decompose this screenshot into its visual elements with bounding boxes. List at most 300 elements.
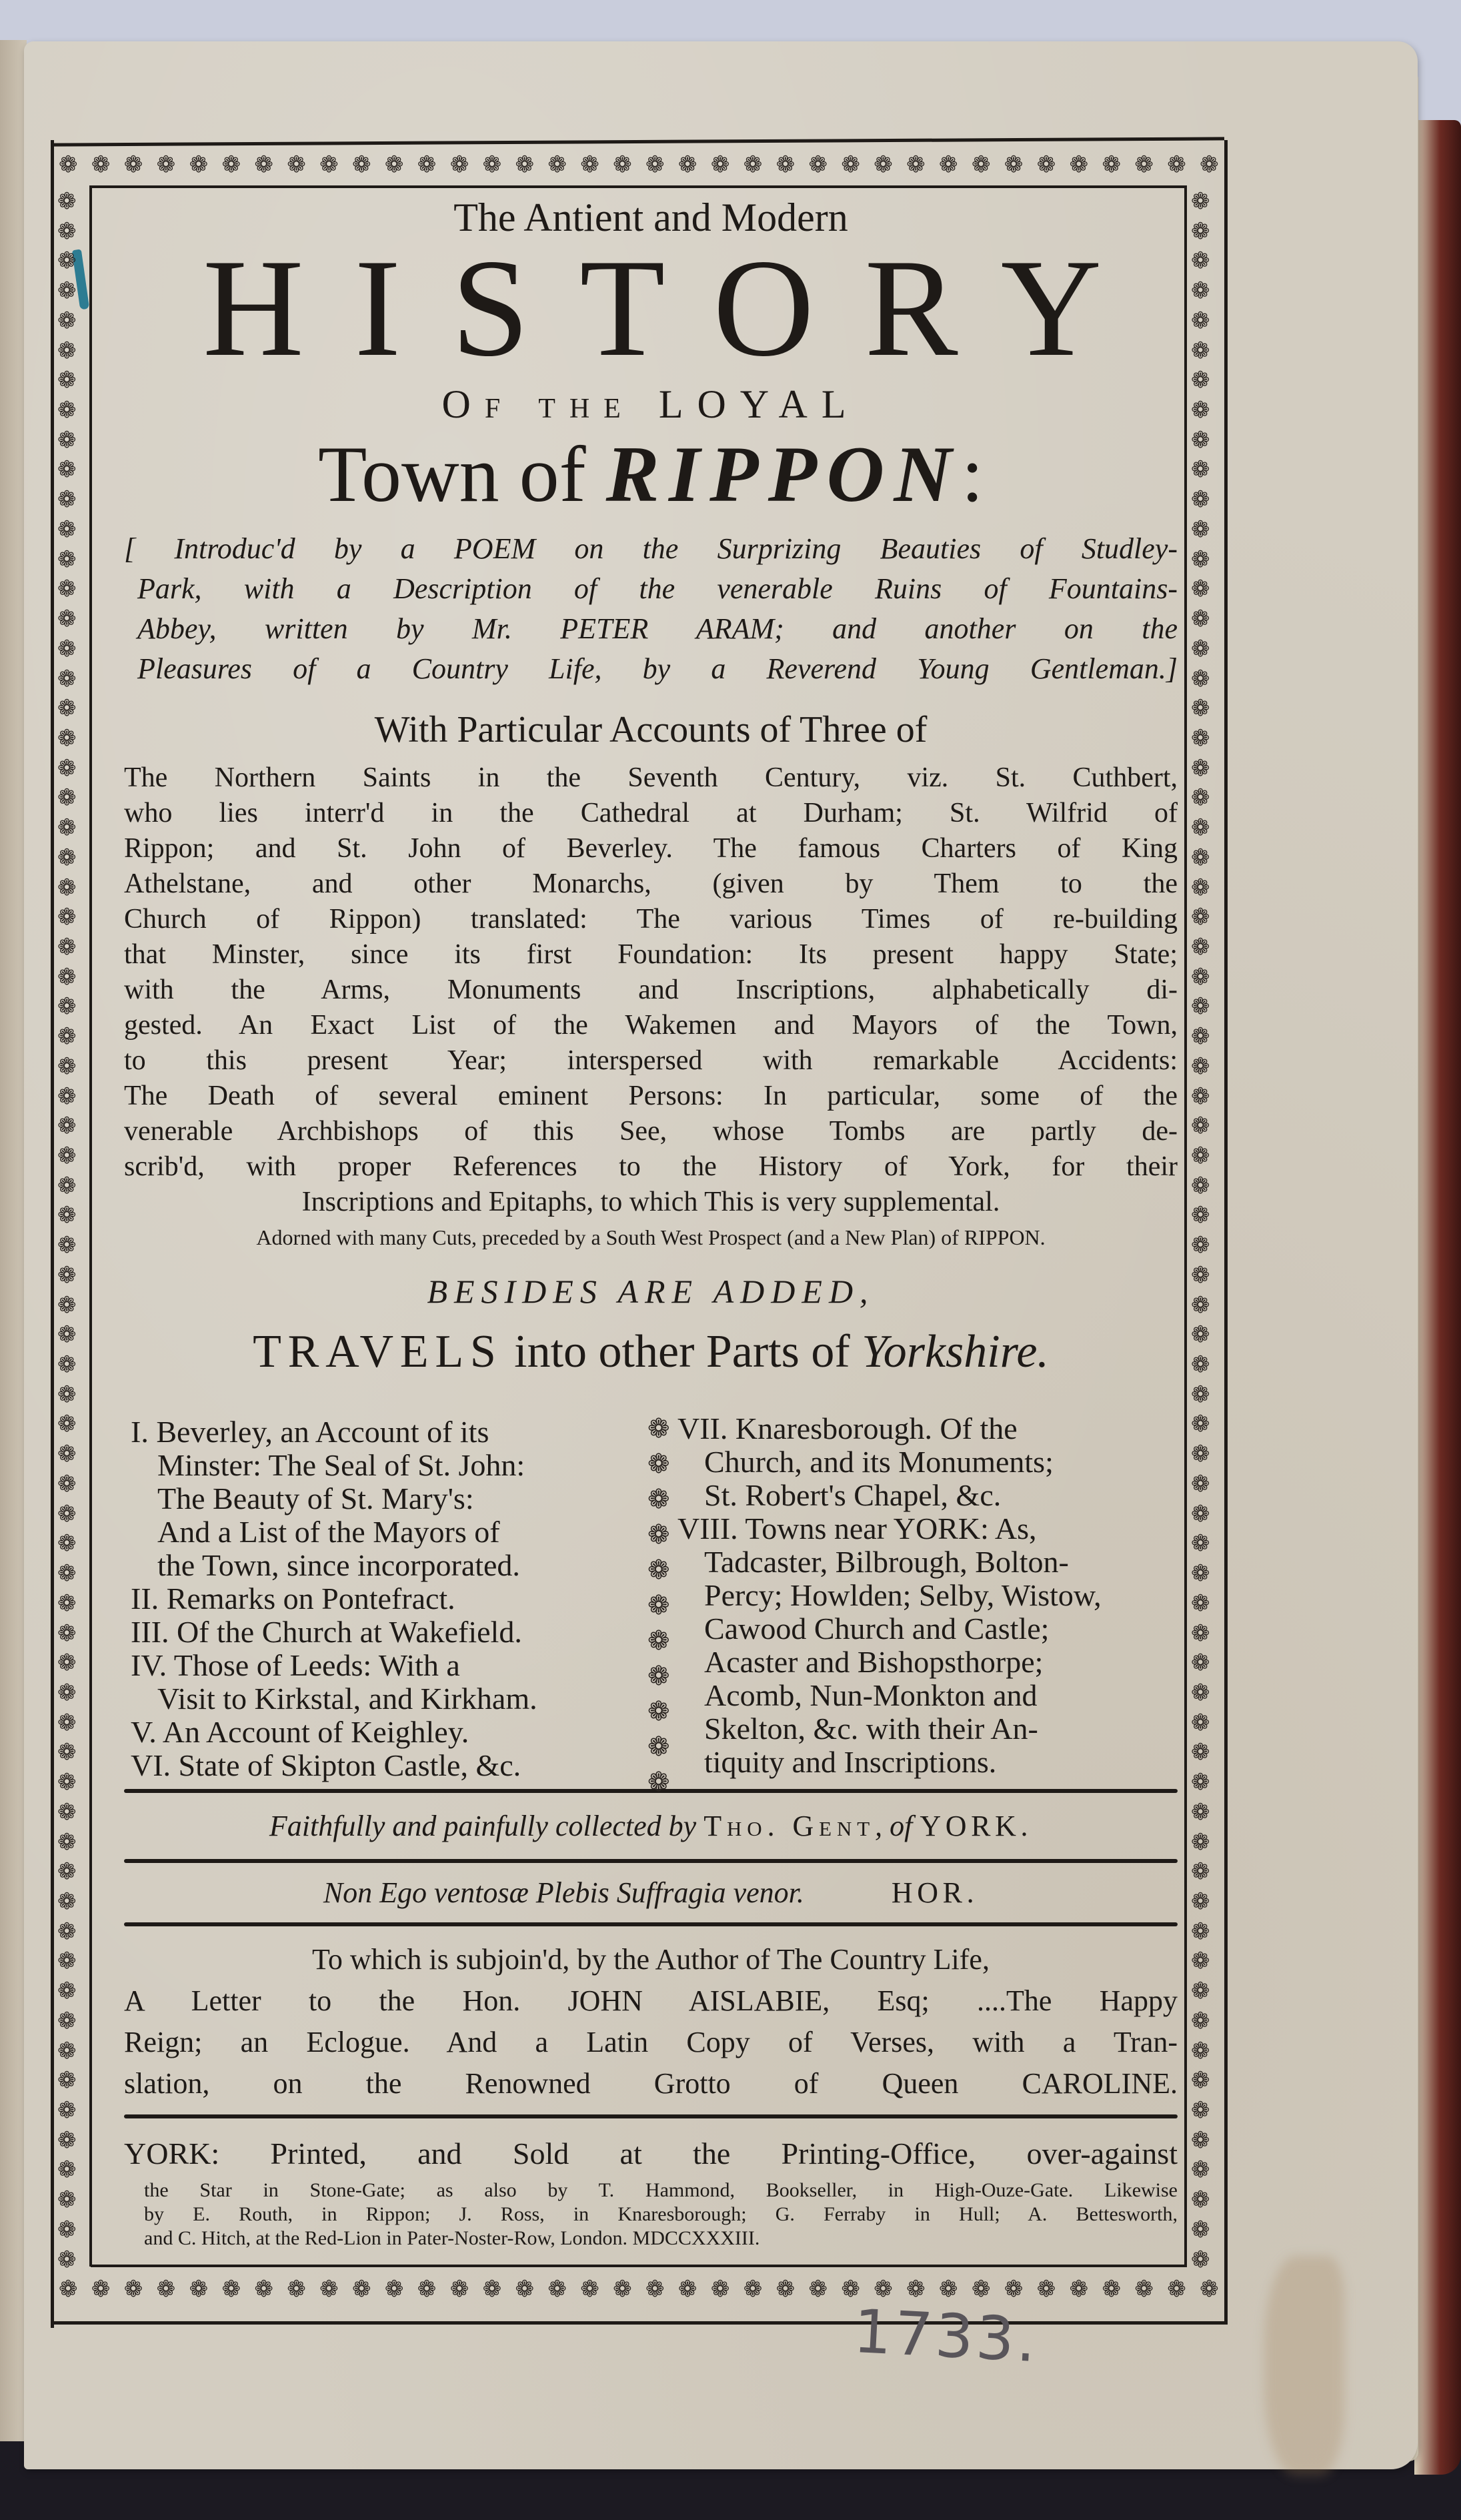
ornament-row-bottom bbox=[59, 2278, 1219, 2301]
flower-ornament-icon: ❁ bbox=[1191, 1261, 1210, 1289]
flower-ornament-icon: ❁ bbox=[1191, 1441, 1210, 1468]
flower-ornament-icon: ❁ bbox=[906, 2276, 926, 2303]
subjoined-line: slation, on the Renowned Grotto of Queen CAROLINE. bbox=[124, 2067, 1178, 2100]
border-inner-left-rule bbox=[89, 185, 92, 2267]
flower-ornament-icon: ❁ bbox=[1191, 2007, 1210, 2034]
flower-ornament-icon: ❁ bbox=[1004, 151, 1024, 178]
travels-item-line: II. Remarks on Pontefract. bbox=[131, 1582, 455, 1616]
flower-ornament-icon: ❁ bbox=[1191, 695, 1210, 722]
flower-ornament-icon: ❁ bbox=[1191, 1202, 1210, 1229]
flower-ornament-icon: ❁ bbox=[1102, 2276, 1121, 2303]
travels-line bbox=[124, 1325, 1178, 1379]
flower-ornament-icon: ❁ bbox=[57, 367, 77, 394]
flower-ornament-icon: ❁ bbox=[221, 2276, 241, 2303]
flower-ornament-icon: ❁ bbox=[449, 151, 469, 178]
flower-ornament-icon: ❁ bbox=[515, 2276, 534, 2303]
flower-ornament-icon: ❁ bbox=[417, 2276, 437, 2303]
flower-ornament-icon: ❁ bbox=[1191, 1590, 1210, 1617]
flower-ornament-icon: ❁ bbox=[57, 217, 77, 245]
introduction-line-4: Pleasures of a Country Life, by a Reverend Young Gentleman.] bbox=[137, 652, 1178, 685]
travels-item-line: VII. Knaresborough. Of the bbox=[677, 1411, 1018, 1445]
flower-ornament-icon: ❁ bbox=[1191, 933, 1210, 961]
flower-ornament-icon: ❁ bbox=[1191, 1769, 1210, 1796]
flower-ornament-icon: ❁ bbox=[939, 2276, 958, 2303]
flower-ornament-icon: ❁ bbox=[57, 1411, 77, 1438]
flower-ornament-icon: ❁ bbox=[352, 2276, 371, 2303]
flower-ornament-icon: ❁ bbox=[57, 1202, 77, 1229]
rule-divider bbox=[124, 1922, 1178, 1926]
flower-ornament-icon: ❁ bbox=[1191, 874, 1210, 901]
travels-rest: into other Parts of bbox=[502, 1326, 862, 1377]
flower-ornament-icon: ❁ bbox=[841, 2276, 860, 2303]
flower-ornament-icon: ❁ bbox=[156, 2276, 176, 2303]
border-outer-left-rule bbox=[51, 140, 54, 2328]
travels-yorkshire: Yorkshire. bbox=[862, 1326, 1049, 1377]
flower-ornament-icon: ❁ bbox=[57, 1918, 77, 1945]
flower-ornament-icon: ❁ bbox=[57, 1590, 77, 1617]
flower-ornament-icon: ❁ bbox=[287, 151, 306, 178]
flower-ornament-icon: ❁ bbox=[57, 1113, 77, 1140]
flower-ornament-icon: ❁ bbox=[352, 151, 371, 178]
flower-ornament-icon: ❁ bbox=[677, 2276, 697, 2303]
flower-ornament-icon: ❁ bbox=[710, 2276, 730, 2303]
flower-ornament-icon: ❁ bbox=[57, 1560, 77, 1588]
flower-ornament-icon: ❁ bbox=[57, 1709, 77, 1736]
flower-ornament-icon: ❁ bbox=[91, 151, 111, 178]
flower-ornament-icon: ❁ bbox=[57, 2067, 77, 2094]
border-outer-top-rule bbox=[51, 137, 1224, 146]
flower-ornament-icon: ❁ bbox=[1191, 963, 1210, 991]
flower-ornament-icon: ❁ bbox=[1191, 1470, 1210, 1497]
town-line bbox=[124, 428, 1178, 520]
flower-ornament-icon: ❁ bbox=[57, 1053, 77, 1080]
flower-ornament-icon: ❁ bbox=[57, 635, 77, 662]
flower-ornament-icon: ❁ bbox=[1191, 247, 1210, 275]
travels-item-line: St. Robert's Chapel, &c. bbox=[704, 1478, 1002, 1512]
flower-ornament-icon: ❁ bbox=[1191, 1858, 1210, 1886]
accounts-line: to this present Year; interspersed with remarkable Accidents: bbox=[124, 1045, 1178, 1076]
flower-ornament-icon: ❁ bbox=[1191, 724, 1210, 752]
flower-ornament-icon: ❁ bbox=[613, 2276, 632, 2303]
flower-ornament-icon: ❁ bbox=[57, 754, 77, 782]
flower-ornament-icon: ❁ bbox=[1191, 1023, 1210, 1051]
besides-heading: BESIDES ARE ADDED, bbox=[427, 1273, 875, 1310]
flower-ornament-icon: ❁ bbox=[254, 2276, 273, 2303]
flower-ornament-icon: ❁ bbox=[1069, 2276, 1089, 2303]
flower-ornament-icon: ❁ bbox=[1167, 151, 1186, 178]
flower-ornament-icon: ❁ bbox=[647, 1626, 670, 1656]
travels-item-line: Tadcaster, Bilbrough, Bolton- bbox=[704, 1545, 1069, 1579]
flower-ornament-icon: ❁ bbox=[580, 2276, 599, 2303]
flower-ornament-icon: ❁ bbox=[57, 1291, 77, 1319]
collector-name: Tho. Gent bbox=[703, 1810, 876, 1842]
flower-ornament-icon: ❁ bbox=[547, 2276, 567, 2303]
handwritten-date: 1733. bbox=[852, 2296, 1041, 2377]
flower-ornament-icon: ❁ bbox=[57, 963, 77, 991]
accounts-heading: With Particular Accounts of Three of bbox=[374, 709, 928, 750]
flower-ornament-icon: ❁ bbox=[57, 2246, 77, 2273]
flower-ornament-icon: ❁ bbox=[57, 2156, 77, 2184]
flower-ornament-icon: ❁ bbox=[57, 1321, 77, 1349]
travels-item-line: Minster: The Seal of St. John: bbox=[157, 1448, 525, 1482]
flower-ornament-icon: ❁ bbox=[1191, 814, 1210, 842]
accounts-line: who lies interr'd in the Cathedral at Durham; St. Wilfrid of bbox=[124, 798, 1178, 828]
subjoined-line: A Letter to the Hon. JOHN AISLABIE, Esq; ....The Happy bbox=[124, 1984, 1178, 2017]
flower-ornament-icon: ❁ bbox=[1191, 1888, 1210, 1915]
accounts-line: The Northern Saints in the Seventh Century, viz. St. Cuthbert, bbox=[124, 762, 1178, 793]
flower-ornament-icon: ❁ bbox=[57, 456, 77, 484]
travels-item-line: Acomb, Nun-Monkton and bbox=[704, 1678, 1038, 1712]
flower-ornament-icon: ❁ bbox=[1191, 1620, 1210, 1647]
flower-ornament-icon: ❁ bbox=[1191, 2246, 1210, 2273]
flower-ornament-icon: ❁ bbox=[647, 1413, 670, 1444]
travels-item-line: V. An Account of Keighley. bbox=[131, 1715, 469, 1749]
ornament-column-right bbox=[1191, 190, 1210, 2271]
accounts-line: Rippon; and St. John of Beverley. The famous Charters of King bbox=[124, 833, 1178, 864]
flower-ornament-icon: ❁ bbox=[1191, 1351, 1210, 1379]
flower-ornament-icon: ❁ bbox=[57, 2097, 77, 2124]
travels-item-line: Percy; Howlden; Selby, Wistow, bbox=[704, 1578, 1102, 1612]
flower-ornament-icon: ❁ bbox=[57, 933, 77, 961]
flower-ornament-icon: ❁ bbox=[57, 516, 77, 543]
imprint-line: the Star in Stone-Gate; as also by T. Hammond, Bookseller, in High-Ouze-Gate. Likewise bbox=[144, 2179, 1178, 2201]
imprint-line: YORK: Printed, and Sold at the Printing-Office, over-against bbox=[124, 2136, 1178, 2170]
ornament-column-left bbox=[57, 190, 77, 2271]
accounts-line: Athelstane, and other Monarchs, (given by Them to the bbox=[124, 868, 1178, 899]
flower-ornament-icon: ❁ bbox=[971, 151, 991, 178]
flower-ornament-icon: ❁ bbox=[57, 1798, 77, 1826]
flower-ornament-icon: ❁ bbox=[1191, 2097, 1210, 2124]
flower-ornament-icon: ❁ bbox=[1191, 1291, 1210, 1319]
flower-ornament-icon: ❁ bbox=[1191, 635, 1210, 662]
accounts-line: that Minster, since its first Foundation: Its present happy State; bbox=[124, 939, 1178, 970]
flower-ornament-icon: ❁ bbox=[580, 151, 599, 178]
accounts-line: with the Arms, Monuments and Inscriptions, alphabetically di- bbox=[124, 975, 1178, 1005]
foxing-stain bbox=[1264, 2256, 1344, 2476]
collector-line bbox=[124, 1809, 1178, 1843]
travels-item-line: Acaster and Bishopsthorpe; bbox=[704, 1645, 1044, 1679]
flower-ornament-icon: ❁ bbox=[1036, 151, 1056, 178]
book-cover-edge bbox=[1414, 120, 1461, 2475]
motto-line bbox=[124, 1876, 1178, 1910]
flower-ornament-icon: ❁ bbox=[221, 151, 241, 178]
border-inner-right-rule bbox=[1184, 185, 1187, 2267]
flower-ornament-icon: ❁ bbox=[1191, 1500, 1210, 1527]
flower-ornament-icon: ❁ bbox=[1191, 546, 1210, 573]
flower-ornament-icon: ❁ bbox=[743, 2276, 763, 2303]
flower-ornament-icon: ❁ bbox=[57, 1828, 77, 1856]
flower-ornament-icon: ❁ bbox=[710, 151, 730, 178]
flower-ornament-icon: ❁ bbox=[1191, 1232, 1210, 1259]
flower-ornament-icon: ❁ bbox=[1191, 1650, 1210, 1677]
flower-ornament-icon: ❁ bbox=[57, 1858, 77, 1886]
flower-ornament-icon: ❁ bbox=[1191, 1321, 1210, 1349]
flower-ornament-icon: ❁ bbox=[1191, 1083, 1210, 1110]
previous-page-edge bbox=[0, 40, 27, 2441]
flower-ornament-icon: ❁ bbox=[57, 814, 77, 842]
flower-ornament-icon: ❁ bbox=[57, 1232, 77, 1259]
flower-ornament-icon: ❁ bbox=[647, 1767, 670, 1798]
flower-ornament-icon: ❁ bbox=[1191, 277, 1210, 305]
flower-ornament-icon: ❁ bbox=[57, 1739, 77, 1766]
flower-ornament-icon: ❁ bbox=[482, 151, 502, 178]
flower-ornament-icon: ❁ bbox=[57, 874, 77, 901]
flower-ornament-icon: ❁ bbox=[1191, 665, 1210, 692]
travels-item-line: VI. State of Skipton Castle, &c. bbox=[131, 1748, 521, 1782]
subjoined-line: Reign; an Eclogue. And a Latin Copy of Verses, with a Tran- bbox=[124, 2026, 1178, 2058]
flower-ornament-icon: ❁ bbox=[743, 151, 763, 178]
flower-ornament-icon: ❁ bbox=[1191, 307, 1210, 334]
ornament-row-top bbox=[59, 153, 1219, 176]
flower-ornament-icon: ❁ bbox=[57, 1948, 77, 1975]
flower-ornament-icon: ❁ bbox=[1069, 151, 1089, 178]
flower-ornament-icon: ❁ bbox=[1167, 2276, 1186, 2303]
flower-ornament-icon: ❁ bbox=[57, 546, 77, 573]
flower-ornament-icon: ❁ bbox=[647, 1732, 670, 1762]
flower-ornament-icon: ❁ bbox=[1191, 1530, 1210, 1557]
flower-ornament-icon: ❁ bbox=[57, 307, 77, 334]
flower-ornament-icon: ❁ bbox=[906, 151, 926, 178]
flower-ornament-icon: ❁ bbox=[1200, 2276, 1219, 2303]
flower-ornament-icon: ❁ bbox=[57, 1620, 77, 1647]
flower-ornament-icon: ❁ bbox=[1102, 151, 1121, 178]
flower-ornament-icon: ❁ bbox=[1200, 151, 1219, 178]
flower-ornament-icon: ❁ bbox=[1191, 1978, 1210, 2005]
flower-ornament-icon: ❁ bbox=[57, 1351, 77, 1379]
flower-ornament-icon: ❁ bbox=[57, 1143, 77, 1169]
flower-ornament-icon: ❁ bbox=[1191, 1918, 1210, 1945]
flower-ornament-icon: ❁ bbox=[57, 606, 77, 633]
travels-item-line: Church, and its Monuments; bbox=[704, 1445, 1054, 1479]
flower-ornament-icon: ❁ bbox=[1036, 2276, 1056, 2303]
flower-ornament-icon: ❁ bbox=[57, 1261, 77, 1289]
flower-ornament-icon: ❁ bbox=[1191, 1143, 1210, 1169]
accounts-line: gested. An Exact List of the Wakemen and Mayors of the Town, bbox=[124, 1010, 1178, 1041]
flower-ornament-icon: ❁ bbox=[57, 904, 77, 931]
flower-ornament-icon: ❁ bbox=[1191, 1172, 1210, 1199]
flower-ornament-icon: ❁ bbox=[515, 151, 534, 178]
motto-attribution: HOR. bbox=[891, 1876, 979, 1909]
flower-ornament-icon: ❁ bbox=[57, 1023, 77, 1051]
flower-ornament-icon: ❁ bbox=[1004, 2276, 1024, 2303]
travels-item-line: tiquity and Inscriptions. bbox=[704, 1745, 997, 1779]
flower-ornament-icon: ❁ bbox=[59, 2276, 78, 2303]
flower-ornament-icon: ❁ bbox=[1134, 151, 1154, 178]
flower-ornament-icon: ❁ bbox=[808, 2276, 828, 2303]
flower-ornament-icon: ❁ bbox=[645, 2276, 665, 2303]
flower-ornament-icon: ❁ bbox=[57, 277, 77, 305]
flower-ornament-icon: ❁ bbox=[647, 1696, 670, 1727]
flower-ornament-icon: ❁ bbox=[57, 844, 77, 871]
flower-ornament-icon: ❁ bbox=[1191, 1053, 1210, 1080]
border-outer-bottom-rule bbox=[51, 2321, 1228, 2325]
travels-item-line: the Town, since incorporated. bbox=[157, 1548, 520, 1582]
flower-ornament-icon: ❁ bbox=[971, 2276, 991, 2303]
border-inner-top-rule bbox=[91, 185, 1184, 188]
flower-ornament-icon: ❁ bbox=[1191, 576, 1210, 603]
flower-ornament-icon: ❁ bbox=[1191, 1560, 1210, 1588]
flower-ornament-icon: ❁ bbox=[1191, 1798, 1210, 1826]
flower-ornament-icon: ❁ bbox=[1191, 217, 1210, 245]
flower-ornament-icon: ❁ bbox=[939, 151, 958, 178]
flower-ornament-icon: ❁ bbox=[319, 2276, 339, 2303]
collector-city: YORK. bbox=[920, 1810, 1033, 1842]
flower-ornament-icon: ❁ bbox=[1134, 2276, 1154, 2303]
flower-ornament-icon: ❁ bbox=[57, 2007, 77, 2034]
flower-ornament-icon: ❁ bbox=[1191, 606, 1210, 633]
flower-ornament-icon: ❁ bbox=[57, 1470, 77, 1497]
flower-ornament-icon: ❁ bbox=[645, 151, 665, 178]
flower-ornament-icon: ❁ bbox=[384, 151, 404, 178]
flower-ornament-icon: ❁ bbox=[1191, 2156, 1210, 2184]
flower-ornament-icon: ❁ bbox=[57, 665, 77, 692]
accounts-line: The Death of several eminent Persons: In particular, some of the bbox=[124, 1081, 1178, 1111]
flower-ornament-icon: ❁ bbox=[57, 397, 77, 424]
town-name: RIPPON bbox=[605, 430, 962, 518]
flower-ornament-icon: ❁ bbox=[57, 247, 77, 275]
flower-ornament-icon: ❁ bbox=[59, 151, 78, 178]
motto-text: Non Ego ventosæ Plebis Suffragia venor. bbox=[323, 1876, 804, 1909]
accounts-line: venerable Archbishops of this See, whose Tombs are partly de- bbox=[124, 1116, 1178, 1147]
flower-ornament-icon: ❁ bbox=[1191, 367, 1210, 394]
flower-ornament-icon: ❁ bbox=[1191, 1948, 1210, 1975]
flower-ornament-icon: ❁ bbox=[123, 151, 143, 178]
flower-ornament-icon: ❁ bbox=[189, 2276, 209, 2303]
flower-ornament-icon: ❁ bbox=[1191, 2037, 1210, 2064]
flower-ornament-icon: ❁ bbox=[57, 426, 77, 454]
flower-ornament-icon: ❁ bbox=[841, 151, 860, 178]
main-title: HISTORY bbox=[203, 231, 1152, 386]
title-page bbox=[24, 41, 1418, 2469]
flower-ornament-icon: ❁ bbox=[547, 151, 567, 178]
travels-item-line: Visit to Kirkstal, and Kirkham. bbox=[157, 1682, 537, 1716]
accounts-line: scrib'd, with proper References to the History of York, for their bbox=[124, 1151, 1178, 1182]
flower-ornament-icon: ❁ bbox=[1191, 486, 1210, 514]
town-prefix: Town of bbox=[318, 430, 606, 518]
flower-ornament-icon: ❁ bbox=[1191, 2216, 1210, 2243]
travels-item-line: VIII. Towns near YORK: As, bbox=[677, 1511, 1037, 1545]
flower-ornament-icon: ❁ bbox=[1191, 516, 1210, 543]
flower-ornament-icon: ❁ bbox=[1191, 426, 1210, 454]
travels-item-line: I. Beverley, an Account of its bbox=[131, 1415, 489, 1449]
imprint-line: by E. Routh, in Rippon; J. Ross, in Knaresborough; G. Ferraby in Hull; A. Bettesworth, bbox=[144, 2203, 1178, 2225]
accounts-line: Inscriptions and Epitaphs, to which This is very supplemental. bbox=[301, 1187, 1000, 1217]
flower-ornament-icon: ❁ bbox=[1191, 2067, 1210, 2094]
flower-ornament-icon: ❁ bbox=[1191, 1113, 1210, 1140]
flower-ornament-icon: ❁ bbox=[57, 486, 77, 514]
flower-ornament-icon: ❁ bbox=[647, 1555, 670, 1586]
town-suffix: : bbox=[961, 430, 984, 518]
travels-item-line: And a List of the Mayors of bbox=[157, 1515, 500, 1549]
rule-divider bbox=[124, 1859, 1178, 1863]
flower-ornament-icon: ❁ bbox=[57, 2126, 77, 2154]
rule-divider bbox=[124, 2114, 1178, 2118]
flower-ornament-icon: ❁ bbox=[1191, 2126, 1210, 2154]
collector-of: , of bbox=[875, 1810, 920, 1842]
flower-ornament-icon: ❁ bbox=[1191, 2186, 1210, 2214]
introduction-line-2: Park, with a Description of the venerable Ruins of Fountains- bbox=[137, 572, 1178, 605]
flower-ornament-icon: ❁ bbox=[57, 2037, 77, 2064]
flower-ornament-icon: ❁ bbox=[1191, 1381, 1210, 1408]
flower-ornament-icon: ❁ bbox=[449, 2276, 469, 2303]
accounts-line: Church of Rippon) translated: The various Times of re-building bbox=[124, 904, 1178, 934]
flower-ornament-icon: ❁ bbox=[57, 1650, 77, 1677]
flower-ornament-icon: ❁ bbox=[1191, 397, 1210, 424]
flower-ornament-icon: ❁ bbox=[57, 784, 77, 812]
flower-ornament-icon: ❁ bbox=[57, 2216, 77, 2243]
flower-ornament-icon: ❁ bbox=[1191, 1828, 1210, 1856]
flower-ornament-icon: ❁ bbox=[1191, 1739, 1210, 1766]
travels-item-line: Cawood Church and Castle; bbox=[704, 1612, 1050, 1646]
flower-ornament-icon: ❁ bbox=[57, 1381, 77, 1408]
flower-ornament-icon: ❁ bbox=[57, 2186, 77, 2214]
pre-title: The Antient and Modern bbox=[453, 195, 848, 239]
flower-ornament-icon: ❁ bbox=[1191, 188, 1210, 215]
flower-ornament-icon: ❁ bbox=[647, 1484, 670, 1515]
travels-item-line: The Beauty of St. Mary's: bbox=[157, 1481, 474, 1515]
flower-ornament-icon: ❁ bbox=[57, 1083, 77, 1110]
flower-ornament-icon: ❁ bbox=[1191, 844, 1210, 871]
flower-ornament-icon: ❁ bbox=[57, 1888, 77, 1915]
flower-ornament-icon: ❁ bbox=[319, 151, 339, 178]
travels-item-line: IV. Those of Leeds: With a bbox=[131, 1648, 460, 1682]
flower-ornament-icon: ❁ bbox=[57, 1172, 77, 1199]
flower-ornament-icon: ❁ bbox=[57, 1530, 77, 1557]
flower-ornament-icon: ❁ bbox=[57, 188, 77, 215]
travels-caps: TRAVELS bbox=[253, 1326, 503, 1377]
flower-ornament-icon: ❁ bbox=[156, 151, 176, 178]
flower-ornament-icon: ❁ bbox=[57, 1978, 77, 2005]
column-divider-ornaments bbox=[647, 1415, 670, 1796]
adorned-line: Adorned with many Cuts, preceded by a South West Prospect (and a New Plan) of RIPPON. bbox=[256, 1225, 1046, 1249]
flower-ornament-icon: ❁ bbox=[57, 724, 77, 752]
flower-ornament-icon: ❁ bbox=[776, 151, 796, 178]
flower-ornament-icon: ❁ bbox=[384, 2276, 404, 2303]
flower-ornament-icon: ❁ bbox=[57, 1769, 77, 1796]
flower-ornament-icon: ❁ bbox=[808, 151, 828, 178]
flower-ornament-icon: ❁ bbox=[57, 695, 77, 722]
flower-ornament-icon: ❁ bbox=[874, 151, 893, 178]
collector-italic: Faithfully and painfully collected by bbox=[269, 1810, 704, 1842]
flower-ornament-icon: ❁ bbox=[57, 1679, 77, 1706]
flower-ornament-icon: ❁ bbox=[57, 576, 77, 603]
border-inner-bottom-rule bbox=[91, 2265, 1187, 2267]
flower-ornament-icon: ❁ bbox=[1191, 1411, 1210, 1438]
introduction-line-1: [ Introduc'd by a POEM on the Surprizing Beauties of Studley- bbox=[124, 532, 1178, 565]
flower-ornament-icon: ❁ bbox=[1191, 1679, 1210, 1706]
flower-ornament-icon: ❁ bbox=[189, 151, 209, 178]
flower-ornament-icon: ❁ bbox=[647, 1519, 670, 1550]
flower-ornament-icon: ❁ bbox=[776, 2276, 796, 2303]
flower-ornament-icon: ❁ bbox=[417, 151, 437, 178]
imprint-line: and C. Hitch, at the Red-Lion in Pater-Noster-Row, London. MDCCXXXIII. bbox=[144, 2227, 760, 2249]
flower-ornament-icon: ❁ bbox=[1191, 904, 1210, 931]
flower-ornament-icon: ❁ bbox=[647, 1661, 670, 1692]
introduction-line-3: Abbey, written by Mr. PETER ARAM; and another on the bbox=[137, 612, 1178, 645]
flower-ornament-icon: ❁ bbox=[677, 151, 697, 178]
flower-ornament-icon: ❁ bbox=[1191, 993, 1210, 1021]
flower-ornament-icon: ❁ bbox=[1191, 754, 1210, 782]
flower-ornament-icon: ❁ bbox=[647, 1449, 670, 1479]
flower-ornament-icon: ❁ bbox=[482, 2276, 502, 2303]
border-outer-right-rule bbox=[1224, 140, 1228, 2321]
flower-ornament-icon: ❁ bbox=[123, 2276, 143, 2303]
flower-ornament-icon: ❁ bbox=[254, 151, 273, 178]
flower-ornament-icon: ❁ bbox=[1191, 1709, 1210, 1736]
flower-ornament-icon: ❁ bbox=[57, 1441, 77, 1468]
flower-ornament-icon: ❁ bbox=[91, 2276, 111, 2303]
sub-title: Of the LOYAL bbox=[441, 382, 860, 426]
